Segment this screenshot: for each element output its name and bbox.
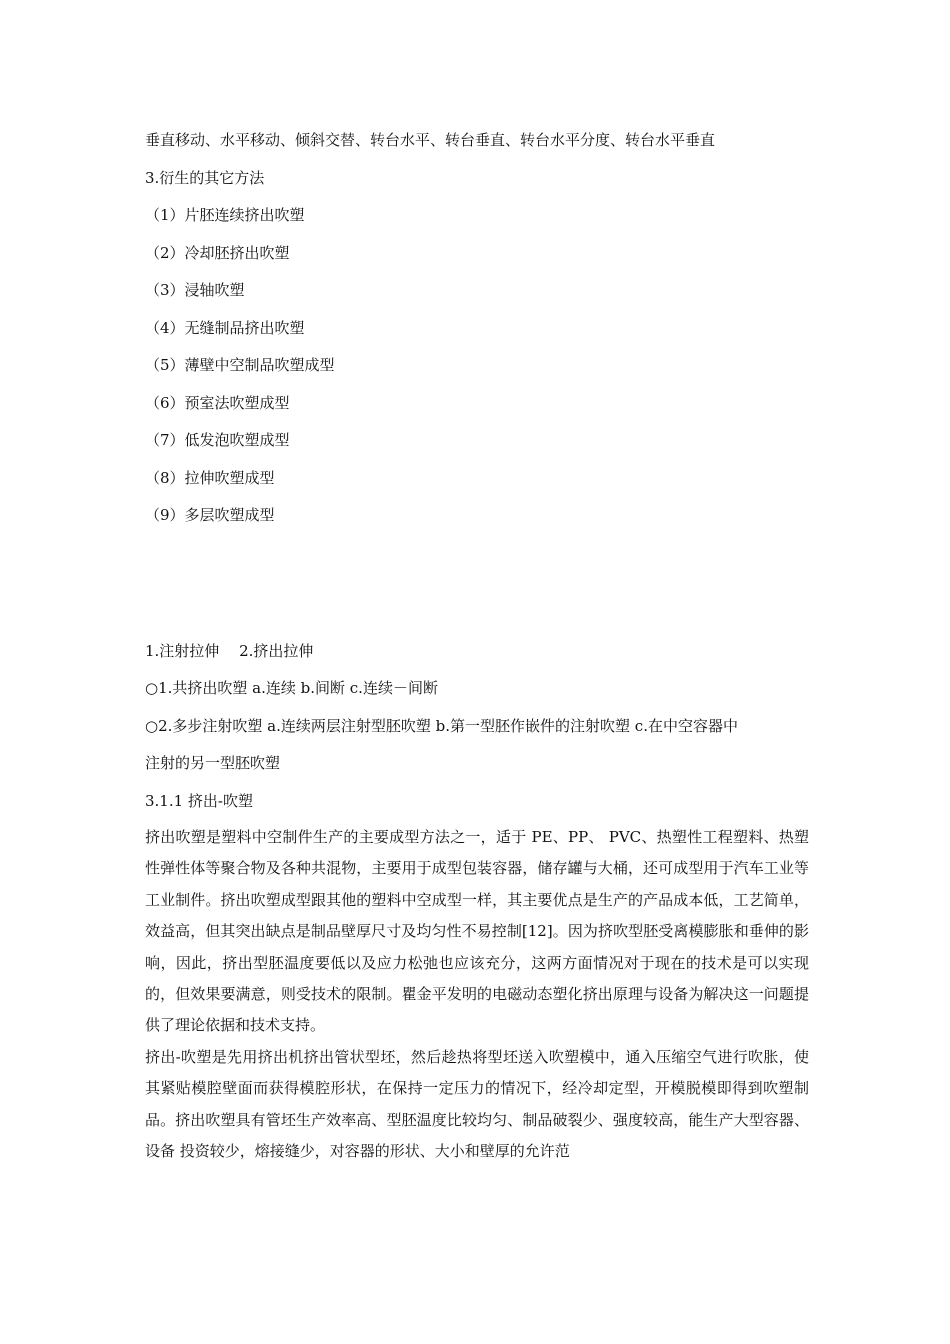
list-item: （9）多层吹塑成型 bbox=[145, 506, 275, 524]
body-text bbox=[145, 822, 809, 1167]
list-item: （7）低发泡吹塑成型 bbox=[145, 431, 290, 449]
multistep-injection-bullet-continued: 注射的另一型胚吹塑 bbox=[145, 754, 281, 772]
blank-space bbox=[145, 535, 809, 633]
derived-methods-heading: 3.衍生的其它方法 bbox=[145, 168, 265, 187]
multistep-injection-bullet: ○2.多步注射吹塑 a.连续两层注射型胚吹塑 b.第一型胚作嵌件的注射吹塑 c.在中空容器中 bbox=[145, 716, 738, 735]
list-item: （4）无缝制品挤出吹塑 bbox=[145, 318, 305, 337]
list-item: （6）预室法吹塑成型 bbox=[145, 393, 290, 412]
section-subheading: 3.1.1 挤出-吹塑 bbox=[145, 791, 254, 810]
stretch-methods-line: 1.注射拉伸 2.挤出拉伸 bbox=[145, 641, 314, 660]
list-item: （1）片胚连续挤出吹塑 bbox=[145, 206, 305, 224]
list-item: （8）拉伸吹塑成型 bbox=[145, 468, 275, 487]
paragraph-extrusion-blow-molding-overview: 挤出吹塑是塑料中空制件生产的主要成型方法之一，适于 PE、PP、 PVC、热塑性工程塑料、热塑性弹性体等聚合物及各种共混物，主要用于成型包装容器，储存罐与大桶，还可成型用于汽车工业等工业制件。挤出吹塑成型跟其他的塑料中空成型一样，其主要优点是生产的产品成本低，工艺简单，效益高，但其突出缺点是制品壁厚尺寸及均匀性不易控制[12]。因为挤吹型胚受离模膨胀和垂伸的影响，因此，挤出型胚温度要低以及应力松弛也应该充分，这两方面情况对于现在的技术是可以实现的，但效果要满意，则受技术的限制。瞿金平发明的电磁动态塑化挤出原理与设备为解决这一问题提供了理论依据和技术支持。 bbox=[145, 828, 809, 1035]
list-item: （5）薄壁中空制品吹塑成型 bbox=[145, 356, 335, 374]
paragraph-extrusion-blow-molding-process: 挤出-吹塑是先用挤出机挤出管状型坯，然后趁热将型坯送入吹塑模中，通入压缩空气进行吹胀，使其紧贴模腔壁面而获得模腔形状，在保持一定压力的情况下，经冷却定型，开模脱模即得到吹塑制品。挤出吹塑具有管坯生产效率高、型胚温度比较均匀、制品破裂少、强度较高，能生产大型容器、设备 投资较少，熔接缝少，对容器的形状、大小和壁厚的允许范 bbox=[145, 1047, 809, 1161]
list-item: （2）冷却胚挤出吹塑 bbox=[145, 243, 290, 262]
list-item: （3）浸轴吹塑 bbox=[145, 281, 245, 299]
coextrusion-bullet: ○1.共挤出吹塑 a.连续 b.间断 c.连续－间断 bbox=[145, 679, 438, 697]
page-content bbox=[145, 122, 809, 1167]
molding-motion-types-line: 垂直移动、水平移动、倾斜交替、转台水平、转台垂直、转台水平分度、转台水平垂直 bbox=[145, 131, 716, 149]
